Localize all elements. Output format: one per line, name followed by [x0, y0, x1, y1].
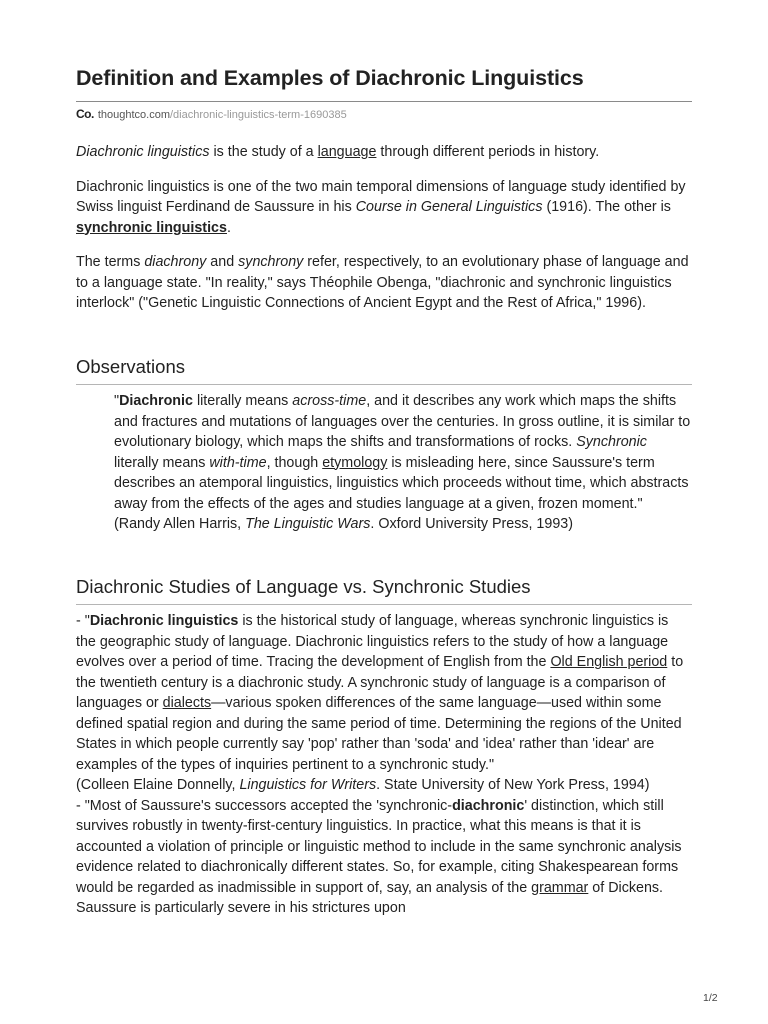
thoughtco-logo-icon: Co. — [76, 107, 94, 121]
intro-paragraph-1: Diachronic linguistics is the study of a language through different periods in history. — [76, 144, 600, 160]
intro-paragraph-3: The terms diachrony and synchrony refer, respectively, to an evolutionary phase of language and to a language state. "In reality," says Théophile Obenga, "diachronic and synchronic linguistics interlock" ("Genetic Linguistic Connections of Ancient Egypt and the Rest of Africa," 1996). — [76, 254, 689, 311]
source-path[interactable]: /diachronic-linguistics-term-1690385 — [170, 109, 347, 121]
page-title: Definition and Examples of Diachronic Linguistics — [76, 66, 584, 90]
quote-citation: (Randy Allen Harris, The Linguistic Wars. Oxford University Press, 1993) — [114, 516, 573, 532]
link-etymology[interactable]: etymology — [322, 454, 388, 471]
studies-quote-1: - "Diachronic linguistics is the historical study of language, whereas synchronic linguistics is the geographic study of language. Diachronic linguistics refers to the study of how a language evolves over a period of time. Tracing the development of English from the Old English period to the twentieth century is a diachronic study. A synchronic study of language is a comparison of languages or dialects—various spoken differences of the same language—used within some defined spatial region and during the same period of time. Determining the regions of the United States in which people currently say 'pop' rather than 'soda' and 'idea' rather than 'idear' are examples of the types of inquiries pertinent to a synchronic study." — [76, 613, 684, 773]
quote-text: "Diachronic literally means across-time, and it describes any work which maps the shifts and fractures and mutations of languages over the centuries. In gross outline, it is similar to evolutionary biology, which maps the shifts and transformations of rocks. Synchronic literally means with-time, though etymology is misleading here, since Saussure's term describes an atemporal linguistics, linguistics which proceeds without time, which abstracts away from the effects of the ages and studies language at a given, frozen moment." — [114, 393, 691, 512]
source-host[interactable]: thoughtco.com — [97, 109, 170, 121]
link-old-english-period[interactable]: Old English period — [550, 654, 668, 670]
section-heading-studies: Diachronic Studies of Language vs. Synchronic Studies — [76, 576, 531, 597]
studies-section — [76, 611, 692, 919]
link-synchronic-linguistics[interactable]: synchronic linguistics — [76, 219, 227, 236]
section-heading-observations: Observations — [76, 356, 185, 377]
section-divider — [76, 604, 692, 605]
section-divider — [76, 384, 692, 385]
source-line — [76, 107, 347, 121]
link-dialects[interactable]: dialects — [162, 695, 212, 711]
observations-quote — [114, 391, 692, 535]
title-divider — [76, 101, 692, 102]
link-language[interactable]: language — [317, 144, 377, 160]
page-number: 1/2 — [703, 992, 718, 1004]
intro-paragraph-2: Diachronic linguistics is one of the two main temporal dimensions of language study identified by Swiss linguist Ferdinand de Saussure in his Course in General Linguistics (1916). The other is synchronic linguistics. — [76, 178, 686, 236]
link-grammar[interactable]: grammar — [531, 879, 589, 896]
intro-section — [76, 142, 692, 314]
studies-quote-2: - "Most of Saussure's successors accepted the 'synchronic-diachronic' distinction, which still survives robustly in twenty-first-century linguistics. In practice, what this means is that it is accounted a violation of principle or linguistic method to include in the same synchronic analysis evidence related to diachronically different states. So, for example, citing Shakespearean forms would be regarded as inadmissible in support of, say, an analysis of the grammar of Dickens. Saussure is particularly severe in his strictures upon — [76, 797, 682, 916]
studies-citation-1: (Colleen Elaine Donnelly, Linguistics for Writers. State University of New York Press, 1994) — [76, 777, 650, 793]
